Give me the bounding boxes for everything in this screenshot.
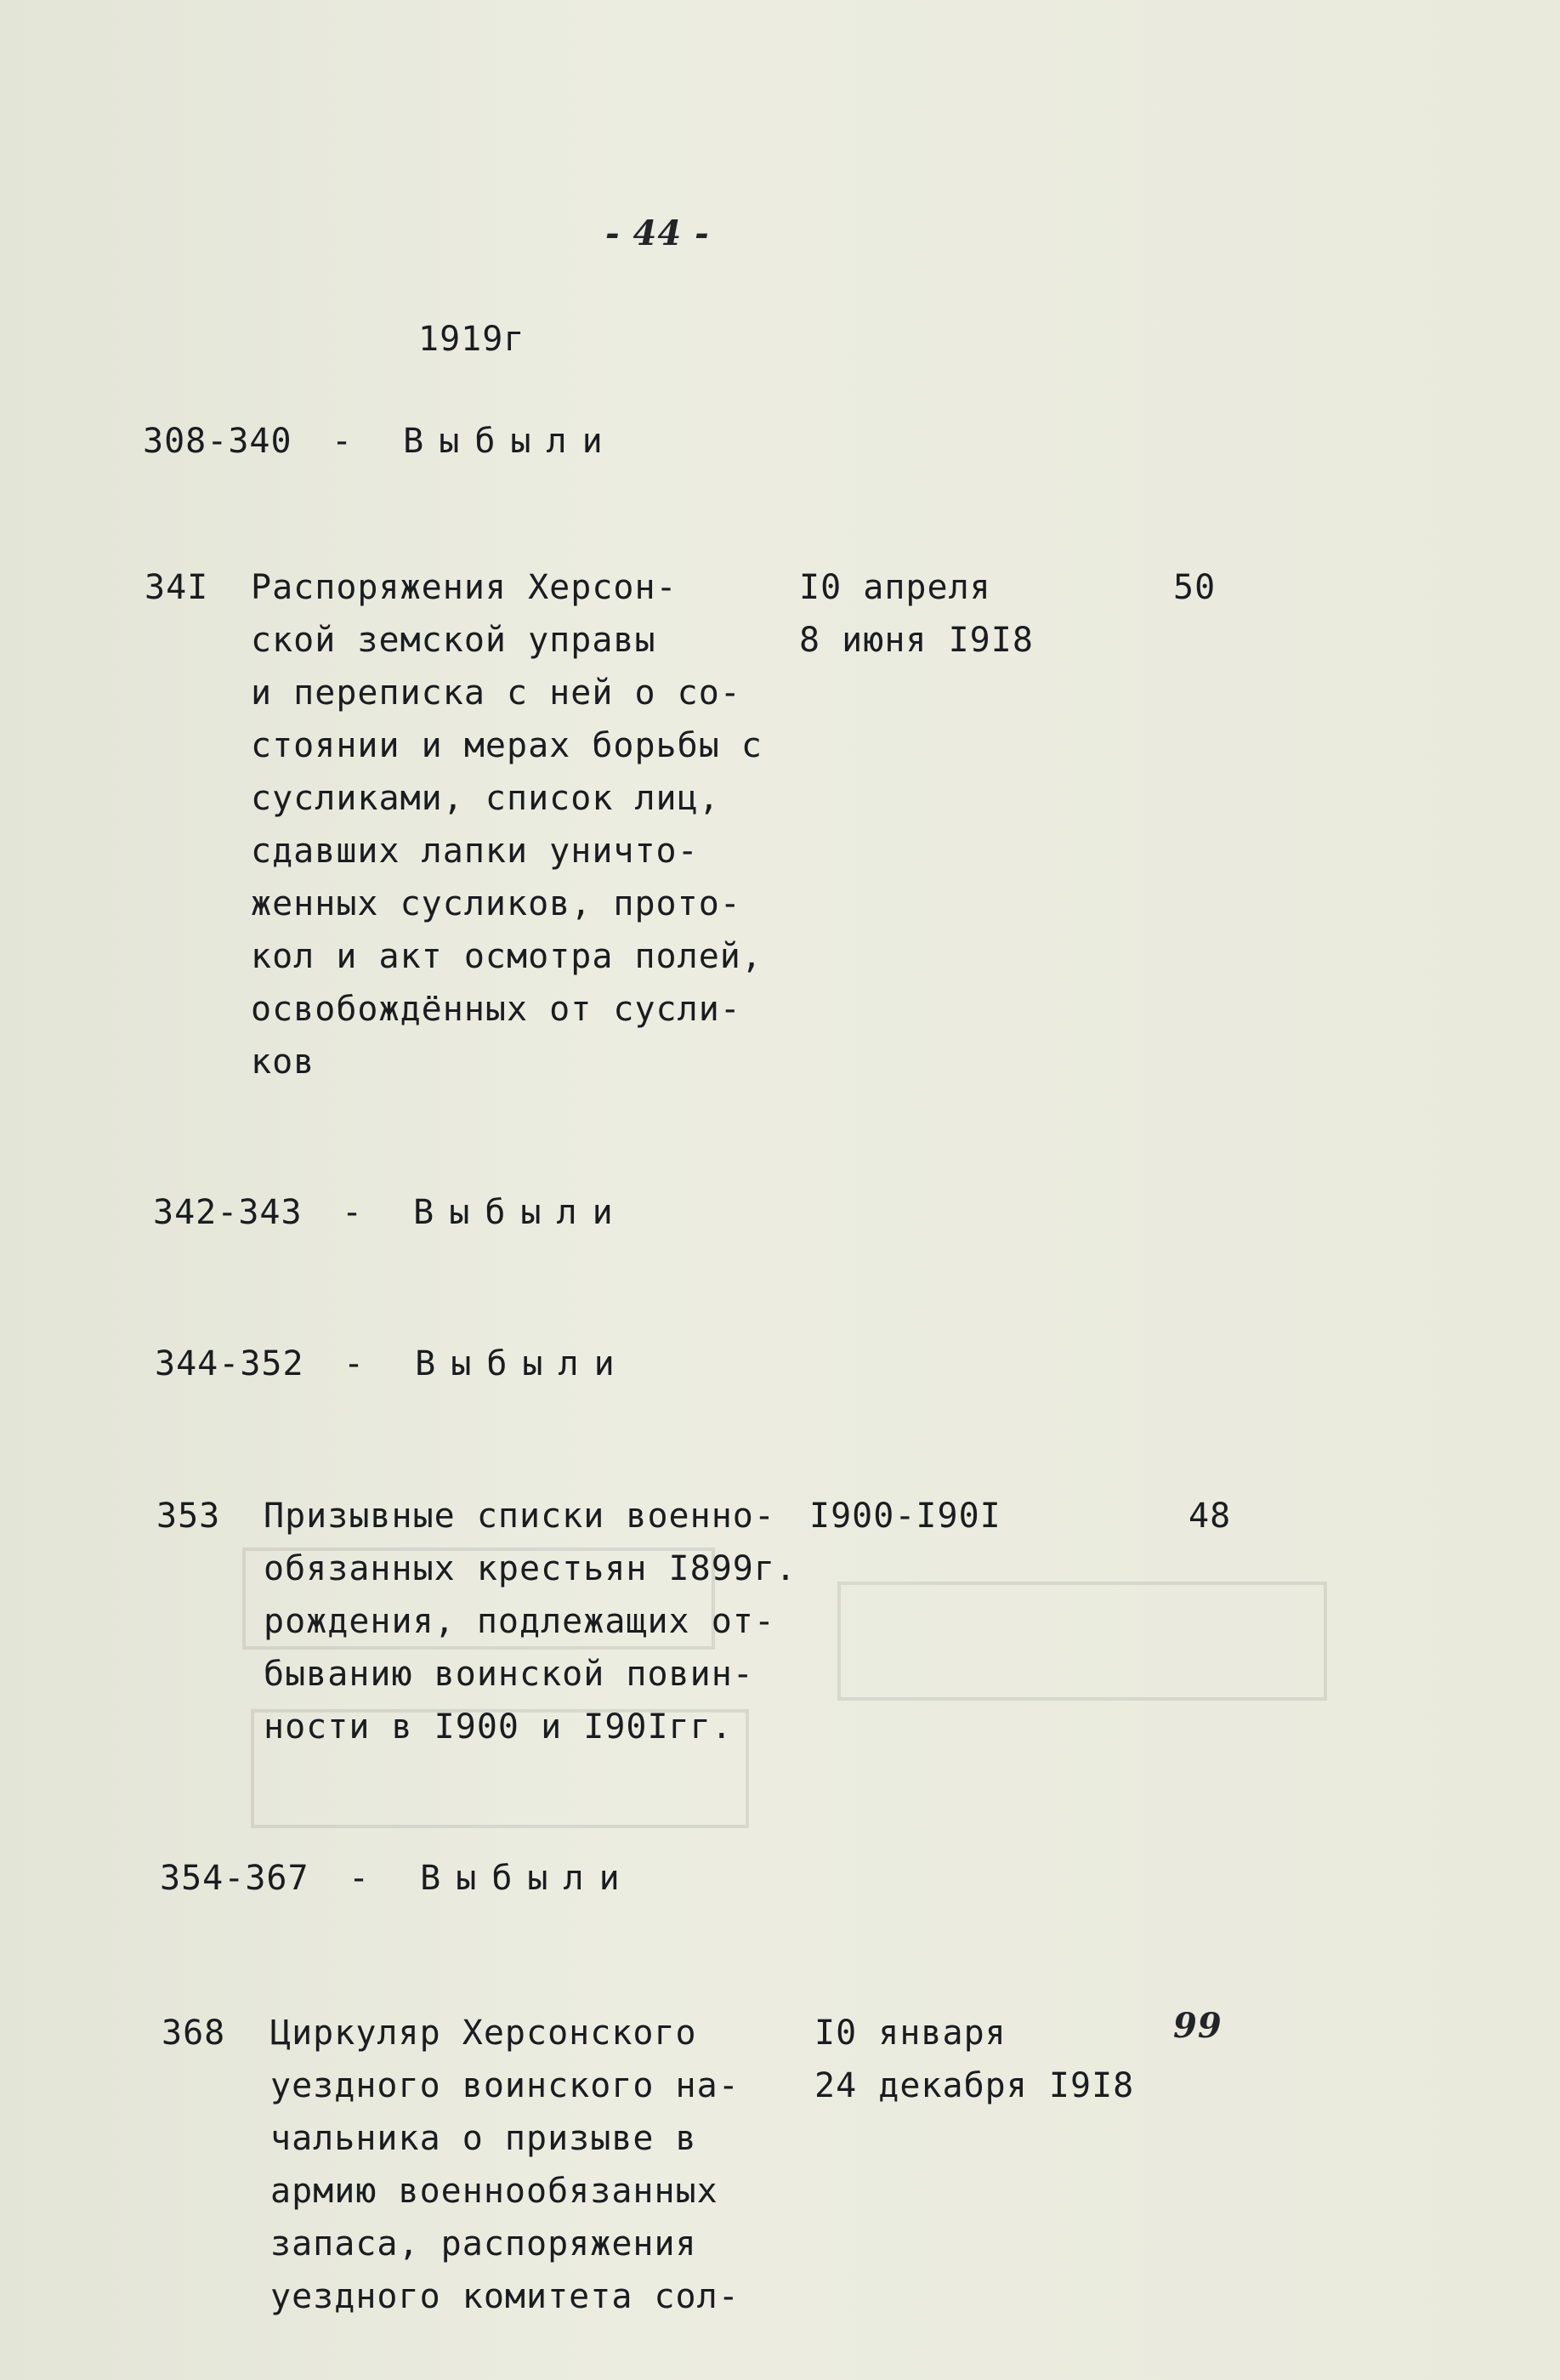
gap-range: 342-343 — [153, 1193, 303, 1232]
entry-dates: I900-I90I — [809, 1497, 1001, 1536]
entry-description: Циркуляр Херсонского уездного воинского на- чальника о призыве в армию военнообязанных запаса, распоряжения уездного комитета сол- — [270, 2014, 740, 2316]
gap-label: - Выбыли — [332, 422, 618, 461]
gap-label: - Выбыли — [342, 1193, 628, 1232]
entry-number: 353 — [156, 1497, 221, 1536]
faded-stamp — [837, 1582, 1327, 1701]
entry-sheets: 50 — [1173, 568, 1217, 607]
gap-range: 344-352 — [155, 1344, 304, 1383]
page-number: - 44 - — [605, 213, 710, 253]
entry-sheets: 99 — [1173, 2006, 1222, 2046]
entry-dates: I0 января 24 декабря I9I8 — [814, 2014, 1135, 2105]
entry-sheets: 48 — [1188, 1497, 1232, 1536]
entry-number: 368 — [162, 2014, 226, 2053]
gap-label: - Выбыли — [343, 1344, 630, 1383]
gap-range: 308-340 — [143, 422, 292, 461]
entry-description: Призывные списки военно- обязанных крестьян I899г. рождения, подлежащих от- быванию воинской повин- ности в I900 и I90Iгг. — [264, 1497, 797, 1747]
year-heading: 1919г — [418, 320, 525, 359]
entry-dates: I0 апреля 8 июня I9I8 — [799, 568, 1034, 660]
gap-range: 354-367 — [160, 1859, 309, 1898]
gap-label: - Выбыли — [349, 1859, 635, 1898]
entry-description: Распоряжения Херсон- ской земской управы и переписка с ней о со- стоянии и мерах борьбы с сусликами, список лиц, сдавших лапки уничто- женных сусликов, прото- кол и акт осмотра полей, освобождённых от сусли- ков — [251, 568, 763, 1082]
entry-number: 34I — [145, 568, 209, 607]
